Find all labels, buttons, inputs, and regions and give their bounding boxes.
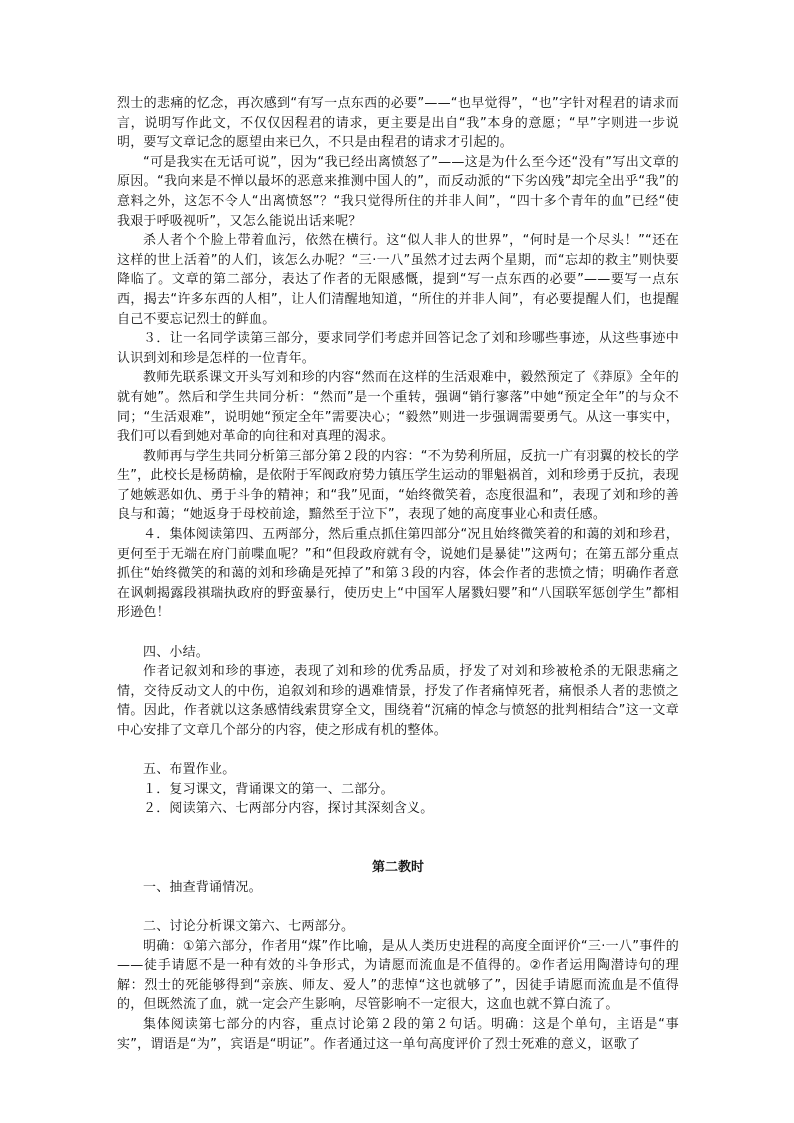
paragraph: 烈士的悲痛的忆念，再次感到“有写一点东西的必要”——“也早觉得”，“也”字针对程君的请求而言，说明写作此文，不仅仅因程君的请求，更主要是出自“我”本身的意愿；“早”字则进一步说明，要写文章记念的愿望由来已久，不只是由程君的请求才引起的。 bbox=[117, 96, 679, 151]
paragraph: 杀人者个个脸上带着血污，依然在横行。这“似人非人的世界”，“何时是一个尽头！”“还在这样的世上活着”的人们，该怎么办呢？“三·一八”虽然才过去两个星期，而“忘却的救主”则快要降临了。文章的第二部分，表达了作者的无限感慨，提到“写一点东西的必要”——要写一点东西，揭去“许多东西的人相”，让人们清醒地知道，“所住的并非人间”，有必要提醒人们，也提醒自己不要忘记烈士的鲜血。 bbox=[117, 233, 679, 327]
section-heading: 五、布置作业。 bbox=[143, 762, 236, 778]
spacer bbox=[117, 741, 679, 761]
list-item: ２．阅读第六、七两部分内容，探讨其深刻含义。 bbox=[143, 801, 434, 817]
lesson-title: 第二教时 bbox=[371, 860, 424, 876]
paragraph: 明确：①第六部分，作者用“煤”作比喻，是从人类历史进程的高度全面评价“三·一八”事件的——徒手请愿不是一种有效的斗争形式，为请愿而流血是不值得的。②作者运用陶潜诗句的理解：烈士的死能够得到“亲族、师友、爱人”的悲悼“这也就够了”，因徒手请愿而流血是不值得的，但既然流了血，就一定会产生影响，尽管影响不一定很大，这血也就不算白流了。 bbox=[117, 938, 679, 1013]
document-page bbox=[117, 94, 679, 1054]
spacer bbox=[117, 897, 679, 917]
paragraph: 集体阅读第七部分的内容，重点讨论第２段的第２句话。明确：这是个单句，主语是“事实”，谓语是“为”，宾语是“明证”。作者通过这一单句高度评价了烈士死难的意义，讴歌了 bbox=[117, 1016, 679, 1052]
list-item: １．复习课文，背诵课文的第一、二部分。 bbox=[143, 781, 394, 797]
paragraph: ４．集体阅读第四、五两部分，然后重点抓住第四部分“况且始终微笑着的和蔼的刘和珍君，更何至于无端在府门前喋血呢？”和“但段政府就有令，说她们是暴徒'”这两句；在第五部分重点抓住“始终微笑的和蔼的刘和珍确是死掉了”和第３段的内容，体会作者的悲愤之情；明确作者意在讽刺揭露段祺瑞执政府的野蛮暴行，使历史上“中国军人屠戮妇婴”和“八国联军惩创学生”都相形逊色！ bbox=[117, 527, 679, 621]
paragraph: “可是我实在无话可说”，因为“我已经出离愤怒了”——这是为什么至今还“没有”写出文章的原因。“我向来是不惮以最坏的恶意来推测中国人的”，而反动派的“下劣凶残”却完全出乎“我”的意料之外，这怎不令人“出离愤怒”？“我只觉得所住的并非人间”，“四十多个青年的血”已经“使我艰于呼吸视听”，又怎么能说出话来呢？ bbox=[117, 154, 679, 229]
paragraph: 教师再与学生共同分析第三部分第２段的内容：“不为势利所屈，反抗一广有羽翼的校长的学生”，此校长是杨荫榆，是依附于军阀政府势力镇压学生运动的罪魁祸首，刘和珍勇于反抗，表现了她嫉恶如仇、勇于斗争的精神；和“我”见面，“始终微笑着，态度很温和”，表现了刘和珍的善良与和蔼；“她返身于母校前途，黯然至于泣下”，表现了她的高度事业心和责任感。 bbox=[117, 448, 679, 523]
paragraph: ３．让一名同学读第三部分，要求同学们考虑并回答记念了刘和珍哪些事迹，从这些事迹中认识到刘和珍是怎样的一位青年。 bbox=[117, 331, 679, 366]
spacer bbox=[117, 623, 679, 643]
section-heading: 四、小结。 bbox=[143, 644, 210, 660]
spacer bbox=[117, 819, 679, 839]
paragraph: 作者记叙刘和珍的事迹，表现了刘和珍的优秀品质，抒发了对刘和珍被枪杀的无限悲痛之情，交待反动文人的中伤，追叙刘和珍的遇难情景，抒发了作者痛悼死者，痛恨杀人者的悲愤之情。因此，作者就以这条感情线索贯穿全文，围绕着“沉痛的悼念与愤怒的批判相结合”这一文章中心安排了文章几个部分的内容，使之形成有机的整体。 bbox=[117, 664, 679, 738]
paragraph: 教师先联系课文开头写刘和珍的内容“然而在这样的生活艰难中，毅然预定了《莽原》全年的就有她”。然后和学生共同分析：“然而”是一个重转，强调“销行寥落”中她“预定全年”的与众不同；“生活艰难”，说明她“预定全年”需要决心；“毅然”则进一步强调需要勇气。从这一事实中，我们可以看到她对革命的向往和对真理的渴求。 bbox=[117, 370, 679, 445]
section-heading: 一、抽查背诵情况。 bbox=[143, 879, 262, 895]
section-heading: 二、讨论分析课文第六、七两部分。 bbox=[143, 918, 355, 934]
spacer bbox=[117, 839, 679, 859]
